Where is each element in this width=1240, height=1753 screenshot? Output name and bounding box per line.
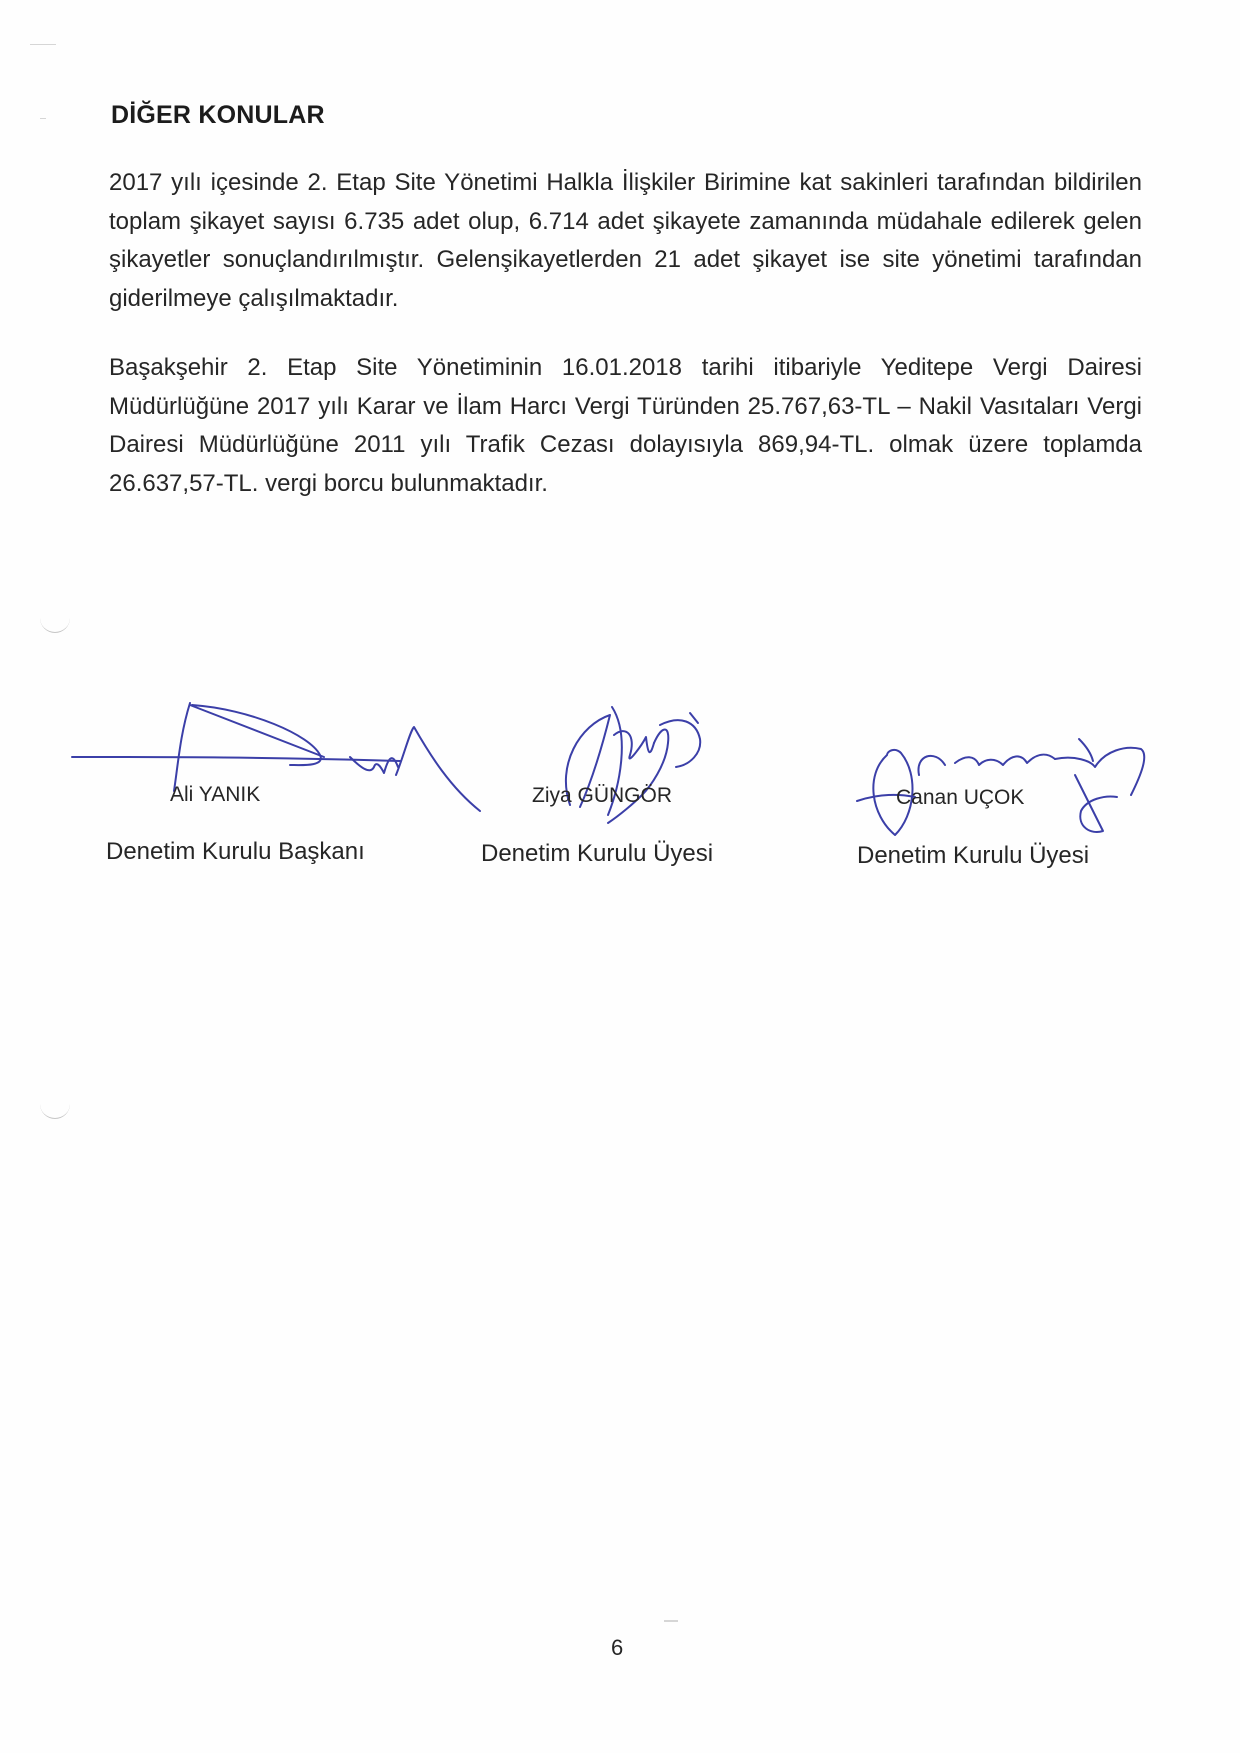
signatory-title-2: Denetim Kurulu Üyesi <box>481 840 714 867</box>
signatory-name-2: Ziya GÜNGÖR <box>532 784 673 807</box>
paragraph-complaints: 2017 yılı içesinde 2. Etap Site Yönetimi Halkla İlişkiler Birimine kat sakinleri tarafından bildirilen toplam şikayet sayısı 6.735 adet olup, 6.714 adet şikayete zamanında müdahale edilerek gelen şikayetler sonuçlandırılmıştır. Gelenşikayetlerden 21 adet şikayet ise site yönetimi tarafından giderilmeye çalışılmaktadır. <box>109 169 1142 312</box>
signature-ali-yanik <box>70 695 490 815</box>
scan-mark <box>664 1620 678 1622</box>
section-heading: DİĞER KONULAR <box>111 101 325 129</box>
scan-mark <box>30 44 56 45</box>
signatory-name-3: Canan UÇOK <box>896 786 1025 809</box>
paragraph-tax-debt: Başakşehir 2. Etap Site Yönetiminin 16.01.2018 tarihi itibariyle Yeditepe Vergi Dairesi Müdürlüğüne 2017 yılı Karar ve İlam Harcı Vergi Türünden 25.767,63-TL – Nakil Vasıtaları Vergi Dairesi Müdürlüğüne 2011 yılı Trafik Cezası dolayısıyla 869,94-TL. olmak üzere toplamda 26.637,57-TL. vergi borcu bulunmaktadır. <box>109 354 1142 497</box>
signatory-title-1: Denetim Kurulu Başkanı <box>106 838 365 865</box>
signature-ziya-gungor <box>550 695 720 845</box>
punch-hole-mark <box>40 1100 70 1119</box>
signatory-name-1: Ali YANIK <box>170 783 261 806</box>
signatory-title-3: Denetim Kurulu Üyesi <box>857 842 1090 869</box>
page-number: 6 <box>611 1635 624 1660</box>
scan-mark <box>40 118 46 119</box>
punch-hole-mark <box>40 614 70 633</box>
